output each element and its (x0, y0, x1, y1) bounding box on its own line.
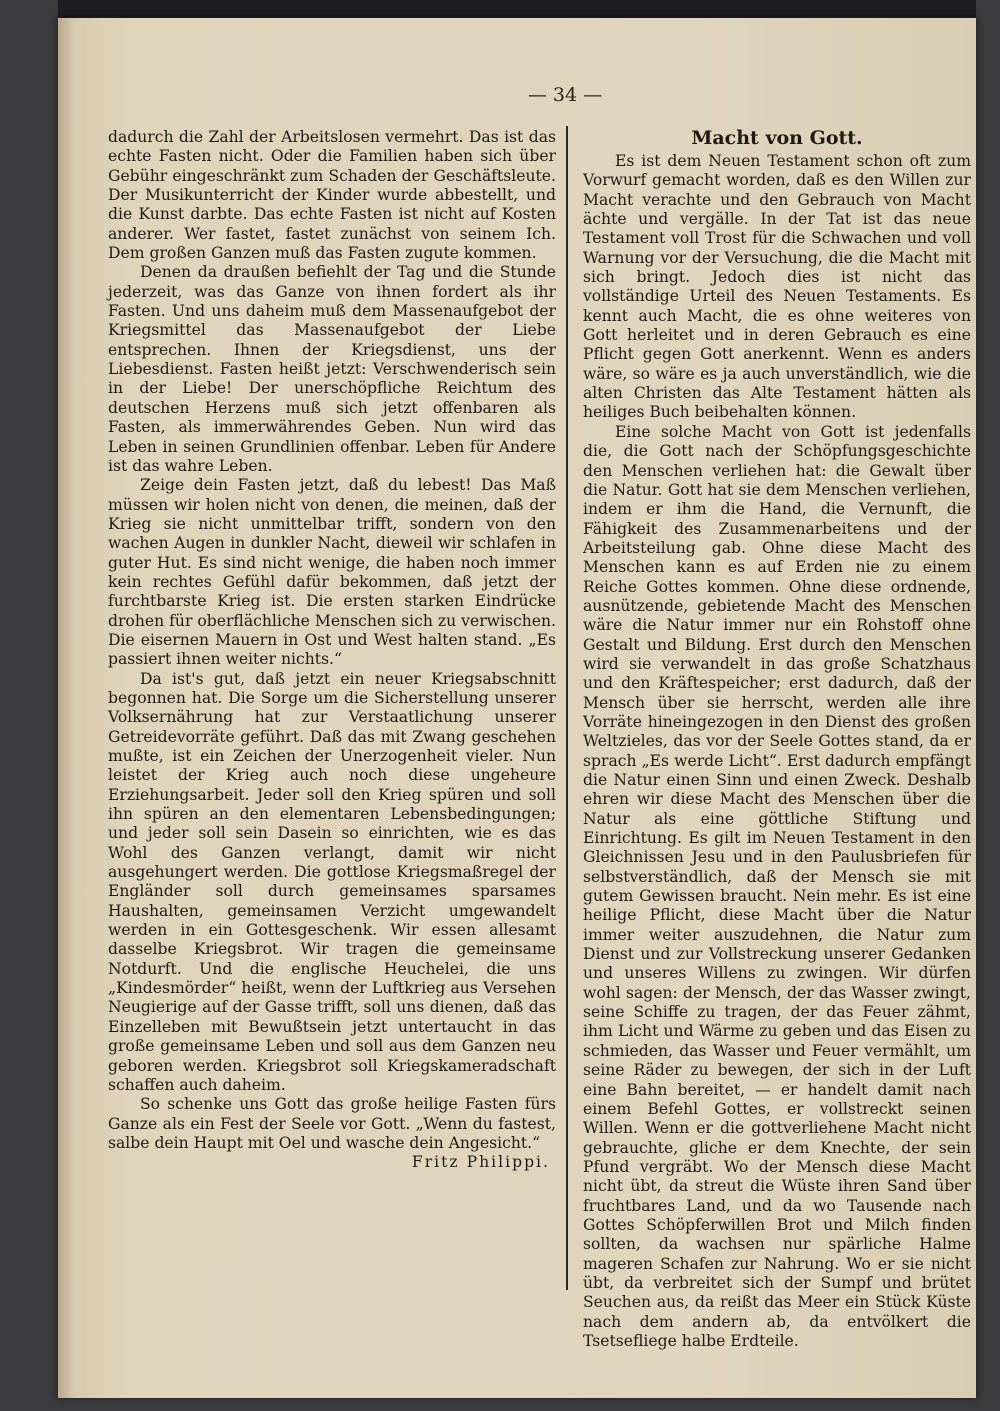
left-paragraph-5: So schenke uns Gott das große heilige Fasten fürs Ganze als ein Fest der Seele vor Gott. „Wenn du fastest, salbe dein Haupt mit Oel und wasche dein Angesicht.“ (108, 1095, 556, 1152)
right-column (583, 152, 971, 1351)
right-paragraph-1: Es ist dem Neuen Testament schon oft zum Vorwurf gemacht worden, daß es den Willen zur Macht verachte und den Gebrauch von Macht ächte und vergälle. In der Tat ist das neue Testament voll Trost für die Schwachen und voll Warnung vor der Versuchung, die die Macht mit sich bringt. Jedoch dies ist nicht das vollständige Urteil des Neuen Testaments. Es kennt auch Macht, die es ohne weiteres von Gott herleitet und in deren Gebrauch es eine Pflicht gegen Gott anerkennt. Wenn es anders wäre, so wäre es ja auch unverständlich, wie die alten Christen das Alte Testament hätten als heiliges Buch beibehalten können. (583, 152, 971, 422)
left-paragraph-2: Denen da draußen befiehlt der Tag und die Stunde jederzeit, was das Ganze von ihnen fordert als ihr Fasten. Und uns daheim muß dem Massenaufgebot der Kriegsmittel das Massenaufgebot der Liebe entsprechen. Ihnen der Kriegsdienst, uns der Liebesdienst. Fasten heißt jetzt: Verschwenderisch sein in der Liebe! Der unerschöpfliche Reichtum des deutschen Herzens muß sich jetzt offenbaren als Fasten, als immerwährendes Geben. Nun wird das Leben in seinen Grundlinien offenbar. Leben für Andere ist das wahre Leben. (108, 263, 556, 475)
column-divider (566, 126, 568, 1290)
right-paragraph-2: Eine solche Macht von Gott ist jedenfalls die, die Gott nach der Schöpfungsgeschichte den Menschen verliehen hat: die Gewalt über die Natur. Gott hat sie dem Menschen verliehen, indem er ihm die Hand, die Vernunft, die Fähigkeit des Zusammenarbeitens und der Arbeitsteilung gab. Ohne diese Macht des Menschen kann es auf Erden nie zu einem Reiche Gottes kommen. Ohne diese ordnende, ausnützende, gebietende Macht des Menschen wäre die Natur immer nur ein Rohstoff ohne Gestalt und Bildung. Erst durch den Menschen wird sie verwandelt in das große Schatzhaus und den Kräftespeicher; erst dadurch, daß der Mensch über sie herrscht, werden alle ihre Vorräte hineingezogen in den Dienst des großen Weltzieles, das vor der Seele Gottes stand, da er sprach „Es werde Licht“. Erst dadurch empfängt die Natur einen Sinn und einen Zweck. Deshalb ehren wir diese Macht des Menschen über die Natur als eine göttliche Stiftung und Einrichtung. Es gilt im Neuen Testament in den Gleichnissen Jesu und in den Paulusbriefen für selbstverständlich, daß der Mensch sie mit gutem Gewissen braucht. Nein mehr. Es ist eine heilige Pflicht, diese Macht über die Natur immer weiter auszudehnen, die Natur zum Dienst und zur Vollstreckung unserer Gedanken und unseres Willens zu zwingen. Wir dürfen wohl sagen: der Mensch, der das Wasser zwingt, seine Schiffe zu tragen, der das Feuer zähmt, ihm Licht und Wärme zu geben und das Eisen zu schmieden, das Wasser und Feuer vermählt, um seine Räder zu bewegen, der sich in der Luft eine Bahn bereitet, — er handelt damit nach einem Befehl Gottes, er vollstreckt seinen Willen. Wenn er die gottverliehene Macht nicht gebrauchte, gliche er dem Knechte, der sein Pfund vergräbt. Wo der Mensch diese Macht nicht übt, da streut die Wüste ihren Sand über fruchtbares Land, und da wo Tausende nach Gottes Schöpferwillen Brot und Milch finden sollten, da wachsen nur spärliche Halme mageren Schafen zur Nahrung. Wo er sie nicht übt, da verbreitet sich der Sumpf und brütet Seuchen aus, da reißt das Meer ein Stück Küste nach dem andern ab, da entvölkert die Tsetsefliege halbe Erdteile. (583, 422, 971, 1350)
page-number: — 34 — (527, 84, 603, 106)
author-signature: Fritz Philippi. (411, 1153, 550, 1172)
left-column (108, 128, 556, 1173)
left-paragraph-1: dadurch die Zahl der Arbeitslosen vermehrt. Das ist das echte Fasten nicht. Oder die Familien haben sich über Gebühr eingeschränkt zum Schaden der Geschäftsleute. Der Musikunterricht der Kinder wurde abbestellt, und die Kunst darbte. Das echte Fasten ist nicht auf Kosten anderer. Wer fastet, fastet zunächst von seinem Ich. Dem großen Ganzen muß das Fasten zugute kommen. (108, 128, 556, 263)
left-paragraph-4: Da ist's gut, daß jetzt ein neuer Kriegsabschnitt begonnen hat. Die Sorge um die Sicherstellung unserer Volksernährung hat zur Verstaatlichung unserer Getreidevorräte geführt. Daß das mit Zwang geschehen mußte, ist ein Zeichen der Unerzogenheit vieler. Nun leistet der Krieg auch noch diese ungeheure Erziehungsarbeit. Jeder soll den Krieg spüren und soll ihn spüren an den elementaren Lebensbedingungen; und jeder soll sein Dasein so einrichten, wie es das Wohl des Ganzen verlangt, damit wir nicht ausgehungert werden. Die gottlose Kriegsmaßregel der Engländer soll durch gemeinsames sparsames Haushalten, gemeinsamen Verzicht umgewandelt werden in ein Gottesgeschenk. Wir essen allesamt dasselbe Kriegsbrot. Wir tragen die gemeinsame Notdurft. Und die englische Heuchelei, die uns „Kindesmörder“ heißt, wenn der Luftkrieg aus Versehen Neugierige auf der Gasse trifft, soll uns dienen, daß das Einzelleben mit Bewußtsein jetzt untertaucht in das große gemeinsame Leben und soll aus dem Ganzen neu geboren werden. Kriegsbrot soll Kriegskameradschaft schaffen auch daheim. (108, 669, 556, 1094)
article-heading: Macht von Gott. (691, 127, 863, 149)
left-paragraph-3: Zeige dein Fasten jetzt, daß du lebest! Das Maß müssen wir holen nicht von denen, die meinen, daß der Krieg sie nicht unmittelbar trifft, sondern von den wachen Augen in dunkler Nacht, dieweil wir schlafen in guter Hut. Es sind nicht wenige, die haben noch immer kein rechtes Gefühl dafür bekommen, daß jetzt der furchtbarste Krieg ist. Die ersten starken Eindrücke drohen für oberflächliche Menschen sich zu verwischen. Die eisernen Mauern in Ost und West halten stand. „Es passiert ihnen weiter nichts.“ (108, 476, 556, 669)
